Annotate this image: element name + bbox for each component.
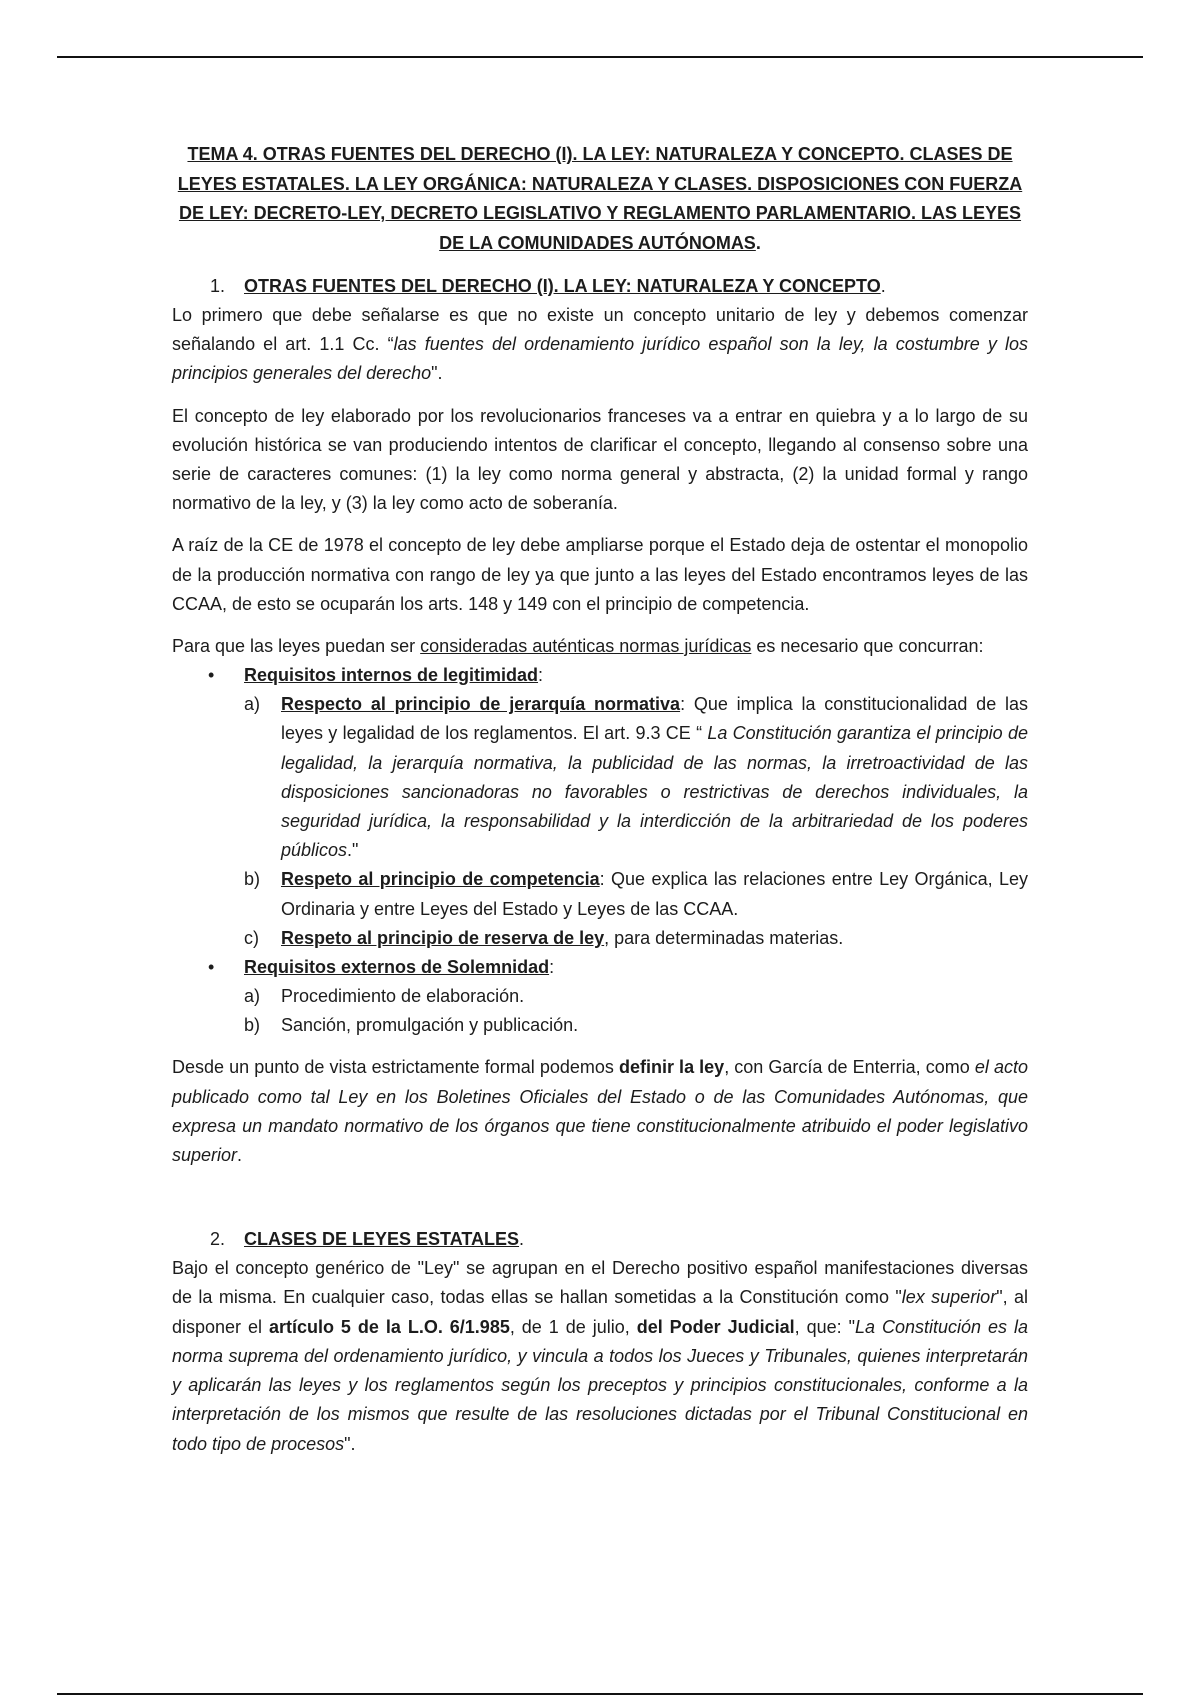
- spacer: [172, 1183, 1028, 1225]
- p4-text-b: es necesario que concurran:: [751, 636, 984, 657]
- item-2b-text: Sanción, promulgación y publicación.: [281, 1015, 579, 1036]
- section-2-heading: [172, 1225, 1028, 1254]
- item-c-text: , para determinadas materias.: [604, 927, 844, 948]
- list-item-b-sancion: [172, 1011, 1028, 1040]
- header-rule: [57, 56, 1143, 58]
- spacer: [172, 1040, 1028, 1053]
- item-b-title: Respeto al principio de competencia: [281, 869, 600, 890]
- item-a-quote: La Constitución garantiza el principio de legalidad, la jerarquía normativa, la publicidad de las normas, la irretroactividad de las disposiciones sancionadoras no favorables o restrictivas de derechos individuales, la seguridad jurídica, la responsabilidad y la interdicción de la arbitrariedad de los poderes públicos: [281, 723, 1028, 861]
- bullet-requisitos-internos: [172, 661, 1028, 690]
- bullet-1-title: Requisitos internos de legitimidad: [244, 665, 539, 686]
- title-end: .: [755, 232, 761, 253]
- p5-end: .: [237, 1145, 243, 1166]
- s2-end: ".: [344, 1433, 356, 1454]
- p5-italic: el acto publicado como tal Ley en los Boletines Oficiales del Estado o de las Comunidades Autónomas, que expresa un mandato normativo de los órganos que tiene constitucionalmente atribuido el poder legislativo superior: [172, 1057, 1028, 1166]
- bullet-requisitos-externos: [172, 953, 1028, 982]
- bullet-dot: •: [208, 665, 215, 686]
- p4-text-a: Para que las leyes puedan ser: [172, 636, 421, 657]
- section-2-heading-text: CLASES DE LEYES ESTATALES: [244, 1229, 520, 1250]
- s2-bold-poder: del Poder Judicial: [636, 1316, 795, 1337]
- list-item-b-competencia: [172, 865, 1028, 923]
- bullet-1-end: :: [538, 665, 544, 686]
- title-text: TEMA 4. OTRAS FUENTES DEL DERECHO (I). LA LEY: NATURALEZA Y CONCEPTO. CLASES DE LEYES ESTATALES. LA LEY ORGÁNICA: NATURALEZA Y CLASES. DISPOSICIONES CON FUERZA DE LEY: DECRETO-LEY, DECRETO LEGISLATIVO Y REGLAMENTO PARLAMENTARIO. LAS LEYES DE LA COMUNIDADES AUTÓNOMAS: [177, 144, 1023, 253]
- bullet-dot: •: [208, 957, 215, 978]
- item-a-end: .": [347, 840, 359, 861]
- p1-text: Lo primero que debe señalarse es que no existe un concepto unitario de ley y debemos comenzar señalando el art. 1.1 Cc. “: [172, 305, 1028, 355]
- list-label: a): [244, 986, 261, 1007]
- p5-bold: definir la ley: [618, 1057, 725, 1078]
- item-2a-text: Procedimiento de elaboración.: [281, 986, 525, 1007]
- section-1-heading-end: .: [880, 276, 886, 296]
- item-c-title: Respeto al principio de reserva de ley: [281, 927, 605, 948]
- footer-rule: [57, 1693, 1143, 1695]
- s2-quote: La Constitución es la norma suprema del ordenamiento jurídico, y vincula a todos los Jueces y Tribunales, quienes interpretarán y aplicarán las leyes y los reglamentos según los preceptos y principios constitucionales, conforme a la interpretación de los mismos que resulte de las resoluciones dictadas por el Tribunal Constitucional en todo tipo de procesos: [172, 1316, 1028, 1454]
- list-label: a): [244, 694, 261, 715]
- item-a-title: Respecto al principio de jerarquía normativa: [281, 694, 681, 715]
- s2-bold-articulo: artículo 5 de la L.O. 6/1.985: [268, 1316, 510, 1337]
- p4-underlined: consideradas auténticas normas jurídicas: [420, 636, 752, 657]
- item-a-text: : Que implica la constitucionalidad de las leyes y legalidad de los reglamentos. El art. 9.3 CE “: [281, 694, 1029, 744]
- item-b-text: : Que explica las relaciones entre Ley Orgánica, Ley Ordinaria y entre Leyes del Estado y Leyes de las CCAA.: [281, 869, 1028, 919]
- section-2-heading-end: .: [519, 1229, 525, 1250]
- section-1-paragraph-1: [172, 301, 1028, 389]
- s2-text-d: , que: ": [794, 1316, 856, 1337]
- s2-text-a: Bajo el concepto genérico de "Ley" se agrupan en el Derecho positivo español manifestaciones diversas de la misma. En cualquier caso, todas ellas se hallan sometidas a la Constitución como ": [172, 1258, 1028, 1308]
- section-1-number: 1.: [210, 276, 226, 296]
- section-1-heading-text: OTRAS FUENTES DEL DERECHO (I). LA LEY: NATURALEZA Y CONCEPTO: [244, 276, 881, 296]
- p5-text-a: Desde un punto de vista estrictamente formal podemos: [172, 1057, 619, 1078]
- s2-text-c: , de 1 de julio,: [509, 1316, 637, 1337]
- list-label: c): [244, 927, 259, 948]
- p1-quote: las fuentes del ordenamiento jurídico español son la ley, la costumbre y los principios generales del derecho: [172, 334, 1028, 384]
- p5-text-b: , con García de Enterria, como: [724, 1057, 975, 1078]
- section-1-paragraph-3: A raíz de la CE de 1978 el concepto de ley debe ampliarse porque el Estado deja de ostentar el monopolio de la producción normativa con rango de ley ya que junto a las leyes del Estado encontramos leyes de las CCAA, de esto se ocuparán los arts. 148 y 149 con el principio de competencia.: [172, 535, 1028, 614]
- section-1-paragraph-4: [172, 632, 1028, 661]
- section-2-number: 2.: [210, 1229, 226, 1250]
- s2-text-b: ", al disponer el: [172, 1287, 1029, 1337]
- bullet-2-end: :: [549, 957, 555, 978]
- list-item-c-reserva: [172, 924, 1028, 953]
- document-body: [172, 140, 1028, 1472]
- list-item-a-procedimiento: [172, 982, 1028, 1011]
- list-item-a-jerarquia: [172, 690, 1028, 865]
- document-title: [172, 140, 1028, 258]
- section-1-paragraph-2: El concepto de ley elaborado por los revolucionarios franceses va a entrar en quiebra y a lo largo de su evolución histórica se van produciendo intentos de clarificar el concepto, llegando al consenso sobre una serie de caracteres comunes: (1) la ley como norma general y abstracta, (2) la unidad formal y rango normativo de la ley, y (3) la ley como acto de soberanía.: [172, 405, 1028, 514]
- p1-end: ".: [431, 363, 443, 384]
- list-label: b): [244, 1015, 261, 1036]
- s2-italic-lex: lex superior: [901, 1287, 997, 1308]
- section-1-paragraph-5: [172, 1053, 1028, 1170]
- section-1-heading: [172, 272, 1028, 301]
- section-2-paragraph-1: [172, 1254, 1028, 1458]
- bullet-2-title: Requisitos externos de Solemnidad: [244, 957, 550, 978]
- list-label: b): [244, 869, 261, 890]
